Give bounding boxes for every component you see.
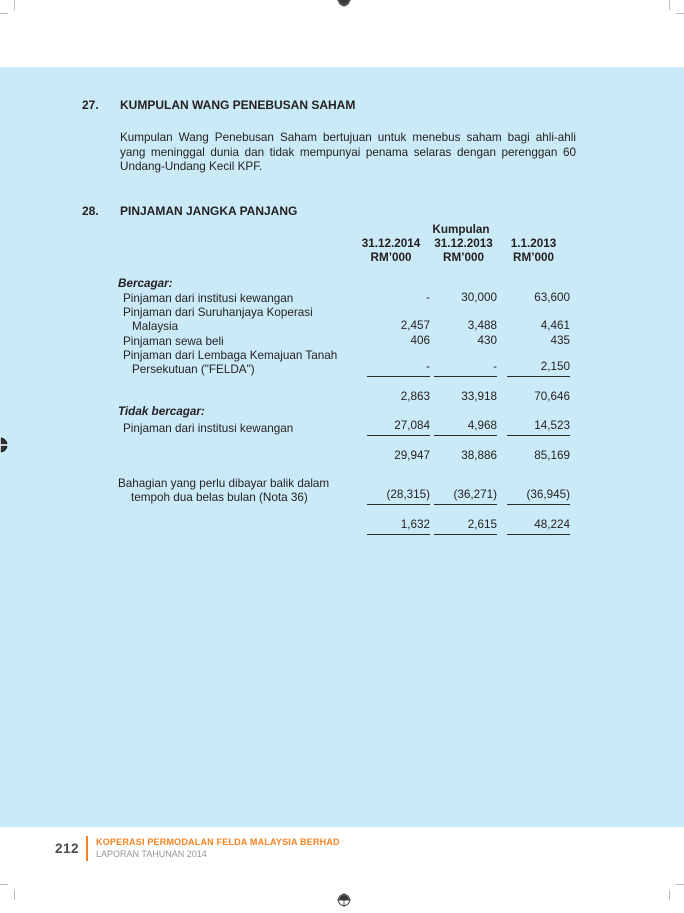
long-term-loans-table bbox=[118, 223, 570, 535]
crop-mark bbox=[0, 13, 8, 14]
section-title: KUMPULAN WANG PENEBUSAN SAHAM bbox=[120, 98, 356, 112]
value-cell: (36,945) bbox=[497, 488, 570, 505]
row-label: Tidak bercagar: bbox=[118, 405, 205, 419]
crop-mark bbox=[0, 884, 8, 885]
value-cell: (28,315) bbox=[352, 488, 430, 505]
value-cell: 85,169 bbox=[534, 449, 570, 463]
value-cell: - bbox=[430, 360, 497, 377]
value-cell: 14,523 bbox=[497, 419, 570, 436]
table-row bbox=[118, 277, 570, 291]
value-cell: 435 bbox=[550, 334, 570, 348]
registration-mark-icon bbox=[336, 0, 352, 13]
registration-mark-icon bbox=[336, 892, 352, 913]
table-row bbox=[118, 419, 570, 436]
row-label: Pinjaman dari Lembaga Kemajuan Tanah Persekutuan ("FELDA") bbox=[123, 349, 338, 377]
value-cell: 63,600 bbox=[534, 291, 570, 305]
row-label: Pinjaman sewa beli bbox=[123, 335, 224, 349]
row-label: Bahagian yang perlu dibayar balik dalam tempoh dua belas bulan (Nota 36) bbox=[118, 477, 330, 505]
section-28-heading bbox=[0, 205, 684, 218]
value-cell: 1,632 bbox=[352, 518, 430, 535]
value-cell: 406 bbox=[410, 334, 430, 348]
footer-report-title: LAPORAN TAHUNAN 2014 bbox=[96, 849, 207, 859]
table-row bbox=[118, 306, 570, 334]
value-cell: 2,457 bbox=[400, 319, 430, 333]
value-cell: 30,000 bbox=[461, 291, 497, 305]
crop-mark bbox=[14, 0, 15, 10]
table-row bbox=[118, 477, 570, 505]
table-row bbox=[118, 405, 570, 419]
table-rows bbox=[118, 277, 570, 535]
crop-mark bbox=[669, 0, 670, 10]
section-27-body: Kumpulan Wang Penebusan Saham bertujuan untuk menebus saham bagi ahli-ahli yang meninggal dunia dan tidak mempunyai penama selaras dengan perenggan 60 Undang-Undang Kecil KPF. bbox=[120, 131, 576, 174]
value-cell: 4,461 bbox=[540, 319, 570, 333]
column-header bbox=[352, 237, 430, 264]
footer-text bbox=[96, 837, 340, 860]
crop-mark bbox=[676, 884, 684, 885]
row-label: Bercagar: bbox=[118, 277, 173, 291]
value-cell: 2,615 bbox=[430, 518, 497, 535]
footer-org-name: KOPERASI PERMODALAN FELDA MALAYSIA BERHAD bbox=[96, 837, 340, 847]
value-cell: 3,488 bbox=[467, 319, 497, 333]
table-header bbox=[118, 223, 570, 264]
value-cell: (36,271) bbox=[430, 488, 497, 505]
column-date: 31.12.2013 bbox=[434, 237, 493, 251]
column-date: 31.12.2014 bbox=[361, 237, 421, 251]
section-number: 27. bbox=[82, 98, 99, 112]
crop-mark bbox=[14, 890, 15, 900]
row-label: Pinjaman dari institusi kewangan bbox=[123, 422, 294, 436]
value-cell: 2,150 bbox=[497, 360, 570, 377]
value-cell: 27,084 bbox=[352, 419, 430, 436]
value-cell: 29,947 bbox=[394, 449, 430, 463]
value-cell: 70,646 bbox=[534, 390, 570, 404]
column-unit: RM’000 bbox=[443, 250, 484, 264]
row-label: Pinjaman dari Suruhanjaya Koperasi Malaysia bbox=[123, 306, 313, 334]
footer-divider bbox=[86, 836, 88, 861]
section-27-heading bbox=[0, 99, 684, 112]
value-cell: 2,863 bbox=[400, 390, 430, 404]
value-cell: 48,224 bbox=[497, 518, 570, 535]
value-cell: - bbox=[426, 291, 430, 305]
value-cell: 33,918 bbox=[461, 390, 497, 404]
crop-mark bbox=[676, 13, 684, 14]
table-row bbox=[118, 334, 570, 349]
column-header bbox=[497, 237, 570, 264]
page-content bbox=[0, 67, 684, 535]
table-row bbox=[118, 518, 570, 535]
value-cell: 38,886 bbox=[461, 449, 497, 463]
crop-mark bbox=[669, 890, 670, 900]
column-header bbox=[430, 237, 497, 264]
section-title: PINJAMAN JANGKA PANJANG bbox=[120, 204, 298, 219]
value-cell: 4,968 bbox=[430, 419, 497, 436]
row-label: Pinjaman dari institusi kewangan bbox=[123, 292, 294, 306]
table-row bbox=[118, 349, 570, 377]
column-unit: RM’000 bbox=[513, 250, 554, 264]
page-footer bbox=[55, 836, 340, 861]
table-row bbox=[118, 390, 570, 405]
table-row bbox=[118, 291, 570, 306]
table-row bbox=[118, 449, 570, 464]
table-group-header: Kumpulan bbox=[432, 223, 490, 237]
value-cell: 430 bbox=[477, 334, 497, 348]
table-column-headers bbox=[352, 237, 570, 264]
value-cell: - bbox=[352, 360, 430, 377]
page-number: 212 bbox=[55, 841, 80, 856]
column-date: 1.1.2013 bbox=[510, 237, 557, 251]
section-number: 28. bbox=[82, 204, 99, 219]
column-unit: RM’000 bbox=[370, 250, 412, 264]
